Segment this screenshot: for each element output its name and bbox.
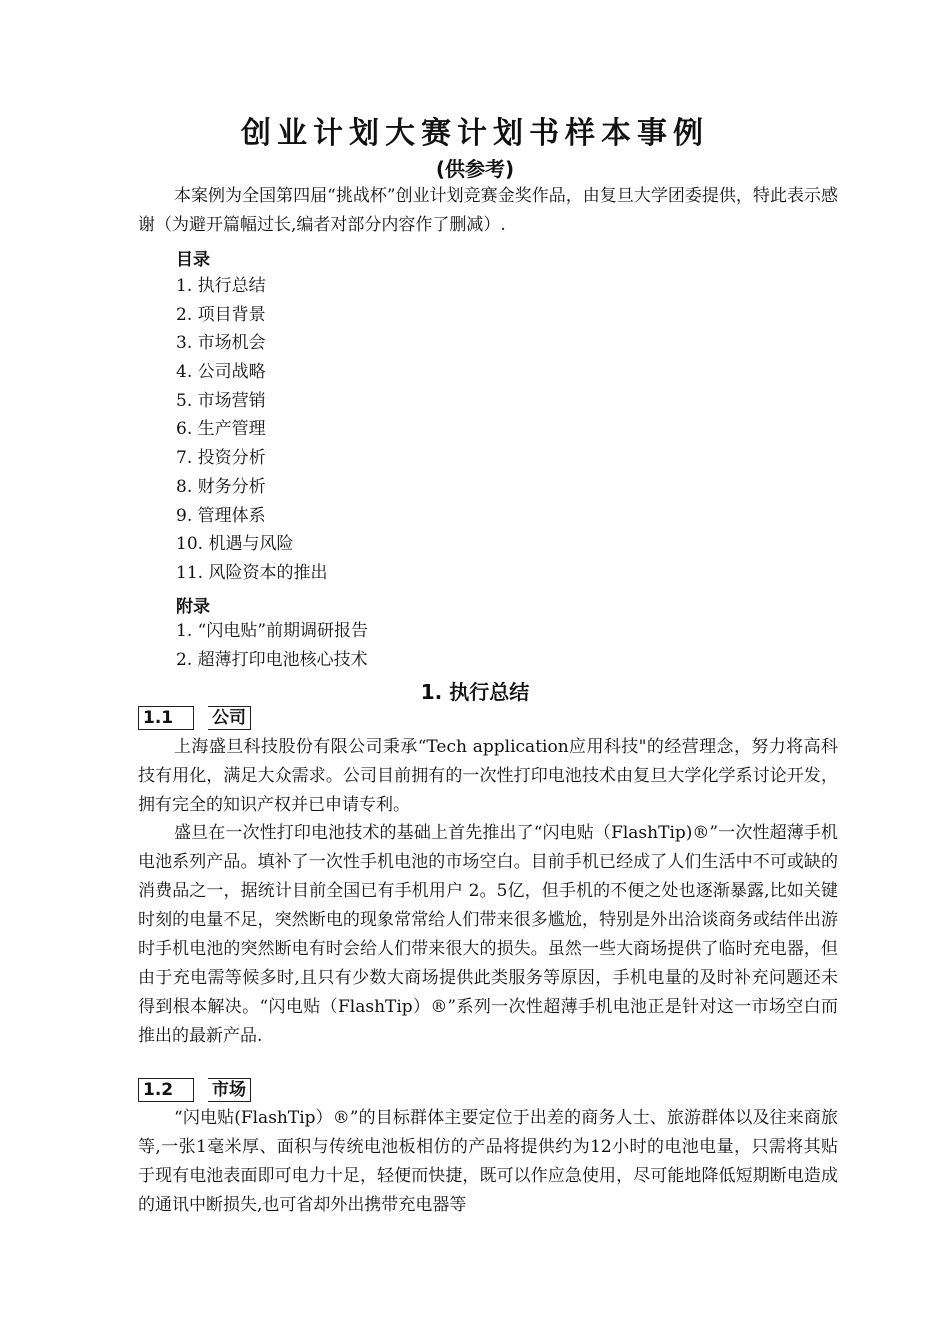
body-paragraph: 上海盛旦科技股份有限公司秉承“Tech application应用科技"的经营理念，努力将高科技有用化，满足大众需求。公司目前拥有的一次性打印电池技术由复旦大学化学系讨论开发，拥有完全的知识产权并已申请专利。 [138,737,838,815]
body-paragraph: 盛旦在一次性打印电池技术的基础上首先推出了“闪电贴（FlashTip)®”一次性超薄手机电池系列产品。填补了一次性手机电池的市场空白。目前手机已经成了人们生活中不可或缺的消费品之一，据统计目前全国已有手机用户 2。5亿，但手机的不便之处也逐渐暴露,比如关键时刻的电量不足，突然断电的现象常常给人们带来很多尴尬，特别是外出洽谈商务或结伴出游时手机电池的突然断电有时会给人们带来很大的损失。虽然一些大商场提供了临时充电器，但由于充电需等候多时,且只有少数大商场提供此类服务等原因，手机电量的及时补充问题还未得到根本解决。“闪电贴（FlashTip）®”系列一次性超薄手机电池正是针对这一市场空白而推出的最新产品. [138,823,838,1046]
toc-item: 1. 执行总结 [176,276,266,296]
section-title: 公司 [208,706,251,730]
toc-item: 9. 管理体系 [176,505,266,526]
appendix-list [176,617,368,675]
intro-paragraph: 本案例为全国第四届“挑战杯”创业计划竞赛金奖作品，由复旦大学团委提供，特此表示感谢（为避开篇幅过长,编者对部分内容作了删减）. [138,186,838,235]
toc-item: 11. 风险资本的推出 [176,562,328,583]
appendix-heading: 附录 [176,597,210,617]
toc-item: 7. 投资分析 [176,448,266,469]
toc-item: 5. 市场营销 [176,390,266,411]
section-heading [138,1078,251,1102]
chapter-heading: 1. 执行总结 [420,680,530,704]
toc-heading: 目录 [176,250,210,270]
body-paragraph: “闪电贴(FlashTip）®”的目标群体主要定位于出差的商务人士、旅游群体以及往来商旅等,一张1毫米厚、面积与传统电池板相仿的产品将提供约为12小时的电池电量，只需将其贴于现有电池表面即可电力十足，轻便而快捷，既可以作应急使用，尽可能地降低短期断电造成的通讯中断损失,也可省却外出携带充电器等 [138,1108,838,1215]
section-number: 1.2 [138,1078,194,1102]
toc-item: 6. 生产管理 [176,419,266,440]
toc-list [176,272,327,588]
appendix-item: 1. “闪电贴”前期调研报告 [176,621,369,641]
section-heading [138,706,251,730]
toc-item: 4. 公司战略 [176,362,266,383]
section-number: 1.1 [138,706,194,730]
toc-item: 2. 项目背景 [176,304,266,325]
toc-item: 10. 机遇与风险 [176,534,294,555]
section-title: 市场 [208,1078,251,1102]
toc-item: 8. 财务分析 [176,476,266,497]
document-title: 创业计划大赛计划书样本事例 [241,116,709,151]
appendix-item: 2. 超薄打印电池核心技术 [176,650,368,670]
toc-item: 3. 市场机会 [176,333,266,354]
document-subtitle: (供参考) [435,157,515,181]
